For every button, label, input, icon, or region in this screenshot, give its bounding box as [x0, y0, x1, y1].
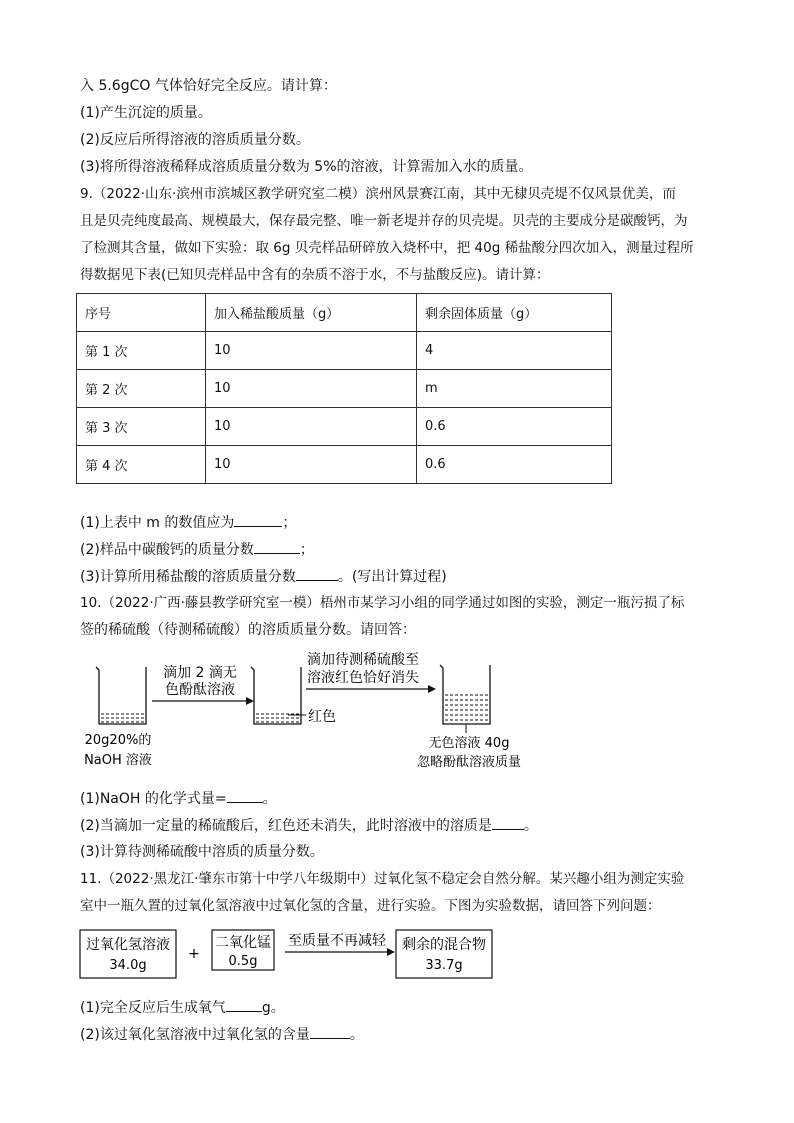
table-cell: 第 3 次 — [77, 408, 206, 446]
q8-sub2: (2)反应后所得溶液的溶质质量分数。 — [80, 132, 310, 148]
beaker3-label-1: 无色溶液 40g — [428, 736, 510, 751]
q11-sub2-end: 。 — [349, 1027, 364, 1043]
table-header-cell: 剩余固体质量（g） — [417, 294, 612, 332]
q10-sub1 — [80, 788, 277, 809]
box1-name: 过氧化氢溶液 — [86, 937, 170, 953]
plus-sign: + — [188, 946, 200, 962]
table-cell: 第 2 次 — [77, 370, 206, 408]
q11-sub2 — [80, 1024, 364, 1045]
q10-experiment-diagram — [0, 645, 794, 780]
box2-mass: 0.5g — [228, 954, 258, 969]
q9-sub2 — [80, 539, 314, 560]
table-cell: 0.6 — [417, 408, 612, 446]
answer-blank[interactable] — [226, 997, 262, 1012]
arrow2-label-bottom: 溶液红色恰好消失 — [307, 670, 419, 686]
answer-blank[interactable] — [296, 566, 338, 581]
beaker1-label-1: 20g20%的 — [84, 733, 152, 748]
table-cell: 第 1 次 — [77, 332, 206, 370]
q8-line1: 入 5.6gCO 气体恰好完全反应。请计算： — [80, 78, 337, 94]
box3-name: 剩余的混合物 — [402, 937, 486, 953]
answer-blank[interactable] — [254, 539, 300, 554]
q9-sub3-text: (3)计算所用稀盐酸的溶质质量分数 — [80, 569, 296, 585]
q9-line1: 9.（2022·山东·滨州市滨城区教学研究室二模）滨州风景赛江南，其中无棣贝壳堤不仅风景优美，而 — [80, 186, 676, 202]
q9-sub1-text: (1)上表中 m 的数值应为 — [80, 515, 235, 531]
beaker1-label-2: NaOH 溶液 — [84, 753, 152, 768]
answer-blank[interactable] — [492, 815, 524, 830]
table-header-cell: 加入稀盐酸质量（g） — [206, 294, 417, 332]
q11-line2: 室中一瓶久置的过氧化氢溶液中过氧化氢的含量，进行实验。下图为实验数据，请回答下列问题： — [80, 898, 661, 914]
q9-sub2-end: ； — [299, 542, 314, 558]
q10-sub1-text: (1)NaOH 的化学式量= — [80, 791, 227, 807]
beaker-icon — [440, 665, 490, 724]
q11-sub1-end: g。 — [261, 1000, 285, 1016]
q10-sub2 — [80, 815, 538, 836]
q11-line1: 11.（2022·黑龙江·肇东市第十中学八年级期中）过氧化氢不稳定会自然分解。某兴趣小组为测定实验 — [80, 871, 685, 887]
q9-line4: 得数据见下表(已知贝壳样品中含有的杂质不溶于水，不与盐酸反应)。请计算： — [80, 267, 550, 283]
q9-sub3-end: 。(写出计算过程) — [337, 569, 447, 585]
table-row — [77, 446, 612, 484]
q10-sub2-end: 。 — [523, 818, 538, 834]
arrow1-label-top: 滴加 2 滴无 — [163, 665, 237, 681]
table-header-cell: 序号 — [77, 294, 206, 332]
table-cell: 10 — [206, 370, 417, 408]
q10-sub1-end: 。 — [262, 791, 277, 807]
q11-sub1 — [80, 997, 285, 1018]
arrow2-label-top: 滴加待测稀硫酸至 — [307, 652, 419, 668]
arrow1-label-bottom: 色酚酞溶液 — [165, 682, 235, 698]
table-cell: 10 — [206, 408, 417, 446]
arrow-head-icon — [246, 697, 254, 705]
table-row — [77, 408, 612, 446]
q8-sub3: (3)将所得溶液稀释成溶质质量分数为 5%的溶液，计算需加入水的质量。 — [80, 159, 533, 175]
box3-mass: 33.7g — [425, 958, 463, 973]
q9-line3: 了检测其含量，做如下实验：取 6g 贝壳样品研碎放入烧杯中，把 40g 稀盐酸分四次加入，测量过程所 — [80, 240, 694, 256]
q9-data-table — [76, 293, 612, 484]
q10-line1: 10.（2022·广西·藤县教学研究室一模）梧州市某学习小组的同学通过如图的实验，测定一瓶污损了标 — [80, 595, 685, 611]
arrow-head-icon — [387, 948, 395, 956]
beaker2-label: 红色 — [308, 709, 336, 725]
q11-sub2-text: (2)该过氧化氢溶液中过氧化氢的含量 — [80, 1027, 310, 1043]
q10-sub3: (3)计算待测稀硫酸中溶质的质量分数。 — [80, 844, 324, 860]
table-cell: m — [417, 370, 612, 408]
box2-name: 二氧化锰 — [215, 935, 271, 951]
table-cell: 第 4 次 — [77, 446, 206, 484]
q11-sub1-text: (1)完全反应后生成氧气 — [80, 1000, 226, 1016]
answer-blank[interactable] — [310, 1024, 350, 1039]
q9-line2: 且是贝壳纯度最高、规模最大，保存最完整、唯一新老堤并存的贝壳堤。贝壳的主要成分是碳酸钙，为 — [80, 213, 688, 229]
table-cell: 0.6 — [417, 446, 612, 484]
answer-blank[interactable] — [234, 512, 282, 527]
table-cell: 10 — [206, 446, 417, 484]
beaker-icon — [96, 667, 146, 724]
beaker3-label-2: 忽略酚酞溶液质量 — [416, 755, 522, 770]
box1-mass: 34.0g — [109, 958, 147, 973]
arrow-head-icon — [428, 685, 436, 693]
q9-sub3 — [80, 566, 447, 587]
q11-experiment-diagram — [0, 922, 794, 986]
arrow-label: 至质量不再减轻 — [288, 933, 386, 949]
answer-blank[interactable] — [227, 788, 263, 803]
table-row — [77, 332, 612, 370]
q8-sub1: (1)产生沉淀的质量。 — [80, 105, 212, 121]
q10-sub2-text: (2)当滴加一定量的稀硫酸后，红色还未消失，此时溶液中的溶质是 — [80, 818, 492, 834]
q10-line2: 签的稀硫酸（待测稀硫酸）的溶质质量分数。请回答： — [80, 622, 416, 638]
q9-sub1-end: ； — [282, 515, 297, 531]
q9-sub1 — [80, 512, 296, 533]
table-cell: 10 — [206, 332, 417, 370]
table-cell: 4 — [417, 332, 612, 370]
q9-sub2-text: (2)样品中碳酸钙的质量分数 — [80, 542, 254, 558]
table-header-row — [77, 294, 612, 332]
table-row — [77, 370, 612, 408]
